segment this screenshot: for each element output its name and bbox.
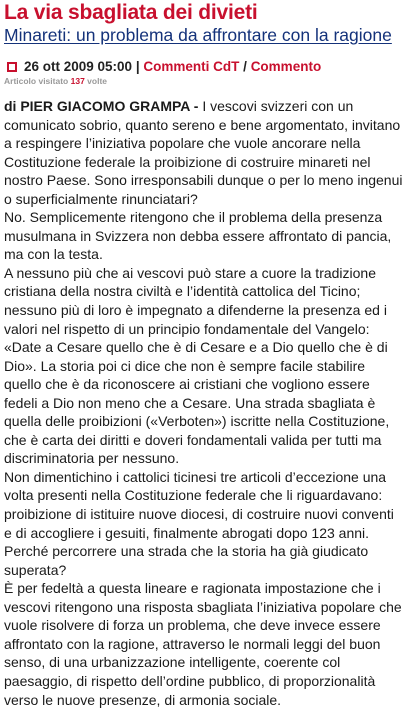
visits-suffix: volte [87,76,108,86]
meta-separator: | [135,59,140,74]
visits-prefix: Articolo visitato [4,76,69,86]
author-byline: di PIER GIACOMO GRAMPA - [4,98,199,114]
article-paragraph [4,97,404,208]
comment-link[interactable]: Commento [250,59,322,74]
article-headline: La via sbagliata dei divieti [4,1,258,24]
square-bullet-icon [7,62,17,72]
article-body [4,97,404,709]
paragraph-text: I vescovi svizzeri con un comunicato sobrio, quanto sereno e bene argomentato, invitano a respingere l’iniziativa popolare che vuole ancorare nella Costituzione federale la proibizione di costruire minareti nel nostro Paese. Sono irresponsabili dunque o per lo meno ingenui o superficialmente rinunciatari? [4,98,403,207]
comments-cdt-link[interactable]: Commenti CdT [143,59,240,74]
article-paragraph: No. Semplicemente ritengono che il problema della presenza musulmana in Svizzera non debba essere affrontato di pancia, ma con la testa. [4,209,392,263]
article-paragraph: Non dimentichino i cattolici ticinesi tre articoli d’eccezione una volta presenti nella Costituzione federale che li riguardavano: proibizione di istituire nuove diocesi, di costruire nuovi conventi e di accogliere i gesuiti, finalmente abrogati dopo 123 anni. Perché percorrere una strada che la storia ha già giudicato superata? [4,468,394,578]
visits-count: 137 [70,76,85,86]
article-paragraph: A nessuno più che ai vescovi può stare a cuore la tradizione cristiana della nostra civiltà e l’identità cattolica del Ticino; nessuno più di loro è impegnato a difenderne la presenza ed i valori nel rispetto di un principio fondamentale del Vangelo: «Date a Cesare quello che è di Cesare e a Dio quello che è di Dio». La storia poi ci dice che non è sempre facile stabilire quello che è da riconoscere ai cristiani che vogliono essere fedeli a Dio non meno che a Cesare. Una strada sbagliata è quella delle proibizioni («Verboten») iscritte nella Costituzione, che è carta dei diritti e doveri fondamentali valida per tutti ma discriminatoria per nessuno. [4,264,390,467]
visit-counter [4,76,404,87]
article-date: 26 ott 2009 05:00 [24,59,133,74]
article-subtitle[interactable]: Minareti: un problema da affrontare con la ragione [4,25,392,45]
meta-slash: / [243,59,247,74]
article-meta [4,58,404,75]
article-paragraph: È per fedeltà a questa lineare e ragionata impostazione che i vescovi ritengono una risposta sbagliata l’iniziativa popolare che vuole risolvere di forza un problema, che deve invece essere affrontato con la ragione, attraverso le normali leggi del buon senso, di una urbanizzazione intelligente, coerente col paesaggio, di rispetto dell’ordine pubblico, di proporzionalità verso le nuove presenze, di armonia sociale. [4,580,402,708]
